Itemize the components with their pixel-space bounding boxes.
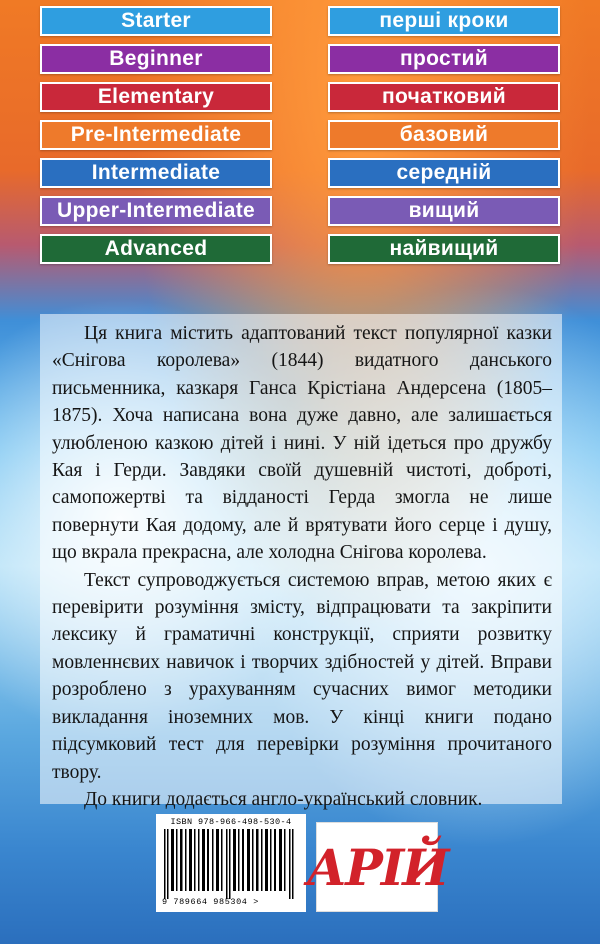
barcode-icon	[162, 829, 300, 899]
level-row-elementary	[40, 82, 560, 112]
description-paragraph: Ця книга містить адаптований текст популярної казки «Снігова королева» (1844) видатного данського письменника, казкаря Ганса Крістіана Андерсена (1805–1875). Хоча написана вона дуже давно, але залишається улюбленою казкою дітей і нині. У ній ідеться про дружбу Кая і Герди. Завдяки своїй душевній чистоті, доброті, самопожертві та відданості Герда змогла не лише повернути Кая додому, але й врятувати його серце і душу, що вкрала прекрасна, але холодна Снігова королева.	[52, 323, 552, 564]
level-badge-en: Elementary	[40, 82, 272, 112]
level-badge-en: Starter	[40, 6, 272, 36]
level-badge-en: Pre-Intermediate	[40, 120, 272, 150]
level-badge-uk: середній	[328, 158, 560, 188]
barcode-digits: 9 789664 985304 >	[162, 897, 259, 907]
level-badge-en: Advanced	[40, 234, 272, 264]
level-badge-en: Upper-Intermediate	[40, 196, 272, 226]
levels-table	[40, 6, 560, 272]
level-row-starter	[40, 6, 560, 36]
level-badge-uk: вищий	[328, 196, 560, 226]
level-badge-uk: простий	[328, 44, 560, 74]
level-row-beginner	[40, 44, 560, 74]
book-description	[40, 314, 562, 810]
level-badge-uk: базовий	[328, 120, 560, 150]
level-badge-uk: початковий	[328, 82, 560, 112]
isbn-barcode-block	[156, 814, 306, 912]
level-badge-en: Intermediate	[40, 158, 272, 188]
description-paragraph: До книги додається англо-український словник.	[84, 788, 483, 810]
level-row-upper-intermediate	[40, 196, 560, 226]
level-badge-uk: перші кроки	[328, 6, 560, 36]
level-row-pre-intermediate	[40, 120, 560, 150]
publisher-logo-text: АРІЙ	[306, 837, 448, 897]
level-row-advanced	[40, 234, 560, 264]
isbn-label: ISBN 978-966-498-530-4	[170, 817, 292, 827]
description-paragraph: Текст супроводжується системою вправ, метою яких є перевірити розуміння змісту, відпрацювати та закріпити лексику й граматичні конструкції, сприяти розвитку мовленнєвих навичок і творчих здібностей у дітей. Вправи розроблено з урахуванням сучасних вимог методики викладання іноземних мов. У кінці книги подано підсумковий тест для перевірки розуміння прочитаного твору.	[52, 569, 552, 783]
level-badge-en: Beginner	[40, 44, 272, 74]
level-row-intermediate	[40, 158, 560, 188]
publisher-logo	[306, 822, 448, 912]
level-badge-uk: найвищий	[328, 234, 560, 264]
